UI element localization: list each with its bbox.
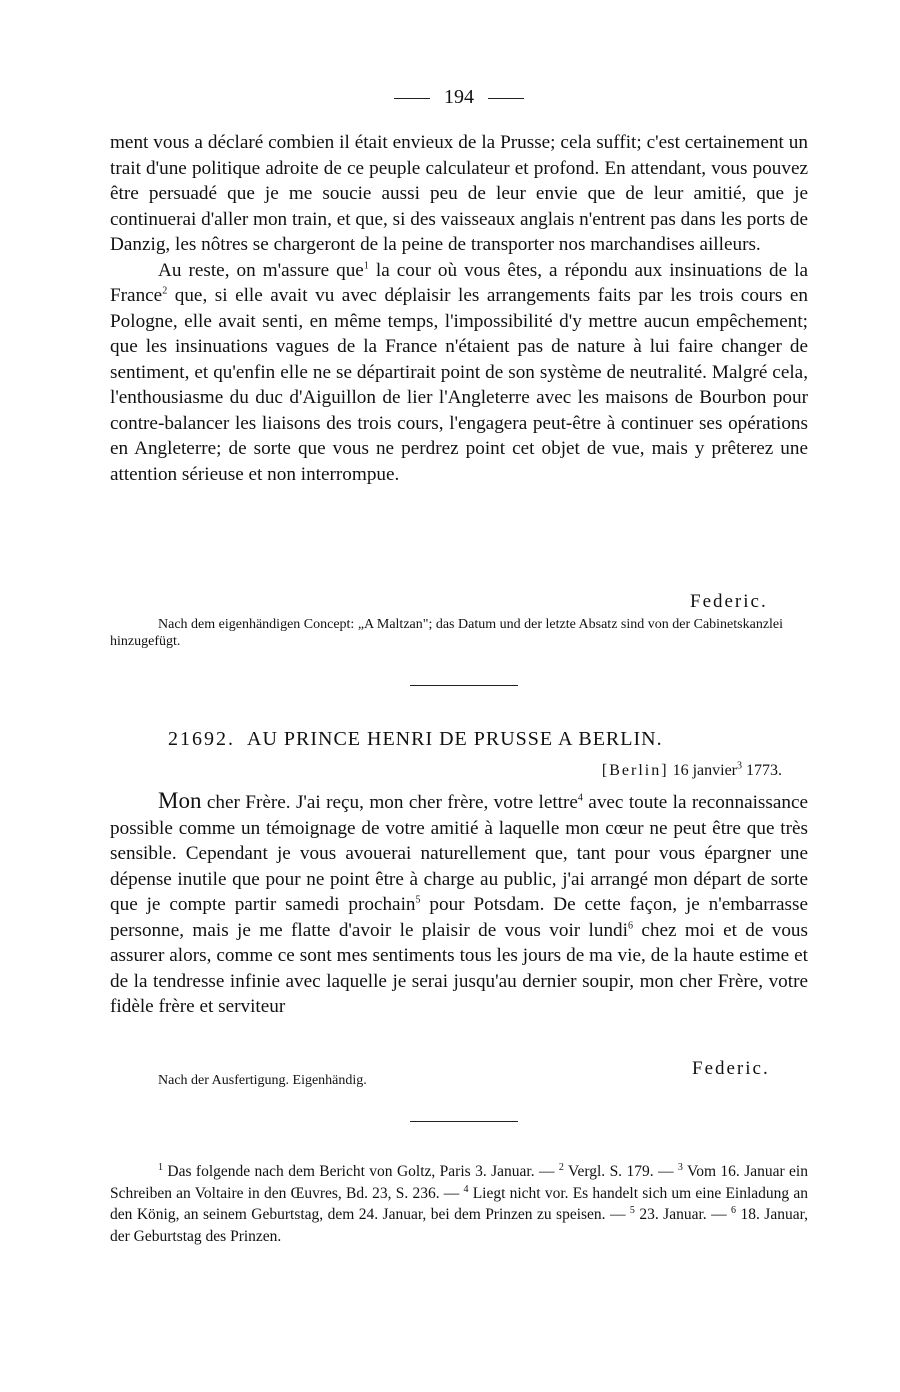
letter-body-2 bbox=[110, 788, 808, 1020]
footnote-ref: 5 bbox=[415, 894, 421, 906]
letter1-editorial-note bbox=[110, 616, 808, 650]
letter2-editorial-note: Nach der Ausfertigung. Eigenhändig. bbox=[158, 1073, 367, 1088]
letter2-paragraph bbox=[110, 788, 808, 1020]
footnote-text: 23. Januar. — bbox=[634, 1206, 732, 1223]
letter-number: 21692. bbox=[168, 728, 235, 750]
text-run: que, si elle avait vu avec déplaisir les arrangements faits par les trois cours en Pologne, elle avait senti, en même temps, l'impossibilité d'y mettre aucun empêchement; que les insinuations vagues de la France n'étaient pas de nature à lui faire changer de sentiment, et qu'enfin elle ne se départirait point de son système de neutralité. Malgré cela, l'enthousiasme du duc d'Aiguillon de lier l'Angleterre avec les maisons de Bourbon pour contre-balancer les liaisons des trois cours, l'engagera peut-être à continuer ses opérations en Angleterre; de sorte que vous ne perdrez point cet objet de vue, mais y prêterez une attention sérieuse et non interrompue. bbox=[110, 285, 808, 485]
letter-body-1 bbox=[110, 130, 808, 487]
date-text: 16 janvier bbox=[668, 762, 737, 779]
letter2-heading bbox=[168, 728, 663, 751]
section-divider bbox=[410, 685, 518, 686]
footnotes bbox=[110, 1161, 808, 1247]
letter-title: AU PRINCE HENRI DE PRUSSE A BERLIN. bbox=[247, 728, 663, 750]
footnote-block bbox=[110, 1161, 808, 1247]
date-year: 1773. bbox=[742, 762, 782, 779]
footnote-ref: 3 bbox=[737, 760, 742, 772]
text-run: avec toute la reconnaissance possible comme un témoignage de votre amitié à laquelle mon cœur ne peut être que très sensible. Cependant je vous avouerai naturellement que, tant pour vous épargner une dépense inutile que pour ne point être à charge au public, j'ai arrangé mon départ de sorte que je compte partir samedi prochain bbox=[110, 792, 808, 915]
text-run: cher Frère. J'ai reçu, mon cher frère, votre lettre bbox=[201, 792, 578, 813]
letter1-signature: Federic. bbox=[690, 591, 768, 612]
footnote-marker: 5 bbox=[629, 1204, 635, 1216]
footnote-marker: 1 bbox=[158, 1161, 163, 1173]
footnote-marker: 6 bbox=[731, 1204, 737, 1216]
salutation-initial: Mon bbox=[158, 788, 202, 813]
header-dash-left bbox=[394, 98, 430, 99]
footnote-text: Liegt nicht vor. Es handelt sich um eine Einladung an den König, an seinem Geburtstag, dem 24. Januar, bei dem Prinzen zu speisen. — bbox=[110, 1184, 808, 1223]
text-run: Au reste, on m'assure que bbox=[158, 259, 364, 281]
letter1-paragraph-2 bbox=[110, 258, 808, 488]
footnote-text: 18. Januar, der Geburtstag des Prinzen. bbox=[110, 1206, 808, 1245]
footnote-marker: 4 bbox=[463, 1183, 469, 1195]
footnote-marker: 3 bbox=[677, 1161, 683, 1173]
note-text: Nach dem eigenhändigen Concept: „A Maltzan"; das Datum und der letzte Absatz sind von der Cabinetskanzlei hinzugefügt. bbox=[110, 617, 784, 649]
footnote-text: Vergl. S. 179. — bbox=[563, 1163, 678, 1180]
footnote-ref: 6 bbox=[627, 920, 633, 932]
footnote-ref: 4 bbox=[577, 792, 583, 804]
footnote-divider bbox=[410, 1121, 518, 1122]
footnote-marker: 2 bbox=[558, 1161, 564, 1173]
date-place: [Berlin] bbox=[601, 762, 669, 779]
page-number: 194 bbox=[444, 86, 474, 108]
page-header bbox=[110, 86, 808, 109]
letter1-paragraph-1: ment vous a déclaré combien il était envieux de la Prusse; cela suffit; c'est certainement un trait d'une politique adroite de ce peuple calculateur et profond. En attendant, vous pouvez être persuadé que je me soucie aussi peu de leur envie que de leur amitié, que je continuerai d'aller mon train, et que, si des vaisseaux anglais n'entrent pas dans les ports de Danzig, les nôtres se chargeront de la peine de transporter nos marchandises ailleurs. bbox=[110, 132, 809, 255]
text-run: chez moi et de vous assurer alors, comme ce sont mes sentiments tous les jours de ma vie, de la haute estime et de la tendresse infinie avec laquelle je serai jusqu'au dernier soupir, mon cher Frère, votre fidèle frère et serviteur bbox=[110, 919, 808, 1017]
letter2-dateline bbox=[602, 762, 782, 780]
letter2-signature: Federic. bbox=[692, 1058, 770, 1079]
text-run: pour Potsdam. De cette façon, je n'embarrasse personne, mais je me flatte d'avoir le plaisir de vous voir lundi bbox=[110, 894, 808, 941]
footnote-ref: 1 bbox=[363, 260, 369, 272]
text-run: la cour où vous êtes, a répondu aux insinuations de la France bbox=[110, 259, 808, 306]
footnote-text: Das folgende nach dem Bericht von Goltz, Paris 3. Januar. — bbox=[163, 1163, 559, 1180]
footnote-text: Vom 16. Januar ein Schreiben an Voltaire in den Œuvres, Bd. 23, S. 236. — bbox=[110, 1163, 808, 1202]
footnote-ref: 2 bbox=[162, 285, 168, 297]
header-dash-right bbox=[488, 98, 524, 99]
